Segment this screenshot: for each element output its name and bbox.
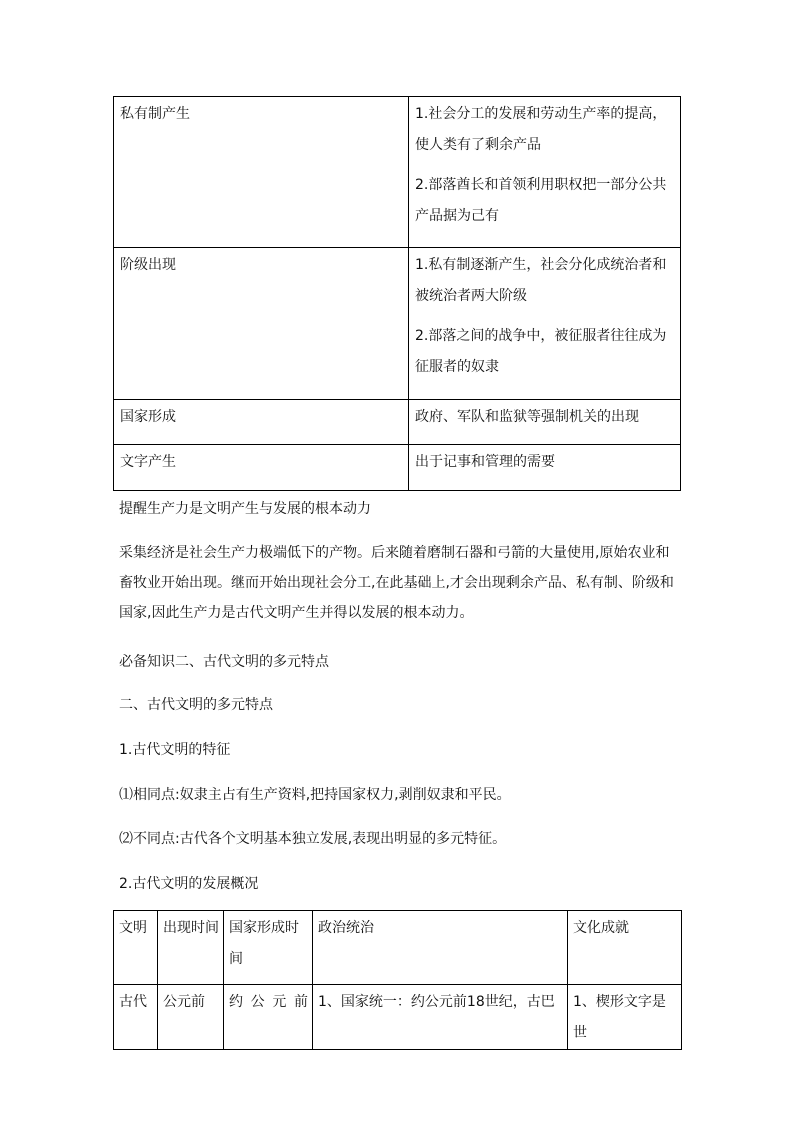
subheading-development: 2.古代文明的发展概况 (119, 876, 259, 892)
reminder-body: 采集经济是社会生产力极端低下的产物。后来随着磨制石器和弓箭的大量使用,原始农业和畜牧业开始出现。继而开始出现社会分工,在此基础上,才会出现剩余产品、私有制、阶级和国家,因此生产力是古代文明产生并得以发展的根本动力。 (119, 545, 674, 621)
civilization-development-table (113, 910, 682, 1050)
cell-appearance-time: 公元前 (158, 985, 224, 1050)
cell-cultural-achievements: 1、楔形文字是世 (568, 985, 682, 1050)
header-political-rule: 政治统治 (313, 911, 568, 985)
header-civilization: 文明 (114, 911, 158, 985)
table-row (114, 248, 681, 400)
cell-political-rule: 1、国家统一：约公元前18世纪，古巴 (313, 985, 568, 1050)
table-row (114, 445, 681, 491)
table-row (114, 97, 681, 248)
row-label: 国家形成 (114, 400, 409, 445)
subheading-features: 1.古代文明的特征 (119, 742, 231, 758)
table-header-row (114, 911, 682, 985)
row-label: 阶级出现 (114, 248, 409, 400)
table-row (114, 400, 681, 445)
content-point: 1.私有制逐渐产生，社会分化成统治者和被统治者两大阶级 (415, 257, 667, 304)
content-point: 2.部落之间的战争中，被征服者往往成为征服者的奴隶 (415, 328, 667, 375)
header-cultural-achievements: 文化成就 (568, 911, 682, 985)
row-content: 政府、军队和监狱等强制机关的出现 (409, 400, 681, 445)
cell-civilization: 古代 (114, 985, 158, 1050)
section-label: 必备知识二、古代文明的多元特点 (119, 654, 329, 670)
content-point: 1.社会分工的发展和劳动生产率的提高，使人类有了剩余产品 (415, 106, 667, 153)
point-difference: ⑵不同点:古代各个文明基本独立发展,表现出明显的多元特征。 (119, 831, 507, 847)
table-row (114, 985, 682, 1050)
row-content: 出于记事和管理的需要 (409, 445, 681, 491)
reminder-title: 提醒生产力是文明产生与发展的根本动力 (119, 501, 371, 517)
section-heading: 二、古代文明的多元特点 (119, 697, 273, 713)
row-label: 文字产生 (114, 445, 409, 491)
civilization-origin-table (113, 96, 681, 491)
header-state-formation-time: 国家形成时间 (224, 911, 313, 985)
cell-state-formation-time: 约公元前 (224, 985, 313, 1050)
row-content (409, 97, 681, 248)
row-label: 私有制产生 (114, 97, 409, 248)
row-content (409, 248, 681, 400)
point-similarity: ⑴相同点:奴隶主占有生产资料,把持国家权力,剥削奴隶和平民。 (119, 787, 511, 803)
content-point: 2.部落酋长和首领利用职权把一部分公共产品据为己有 (415, 177, 667, 224)
header-appearance-time: 出现时间 (158, 911, 224, 985)
